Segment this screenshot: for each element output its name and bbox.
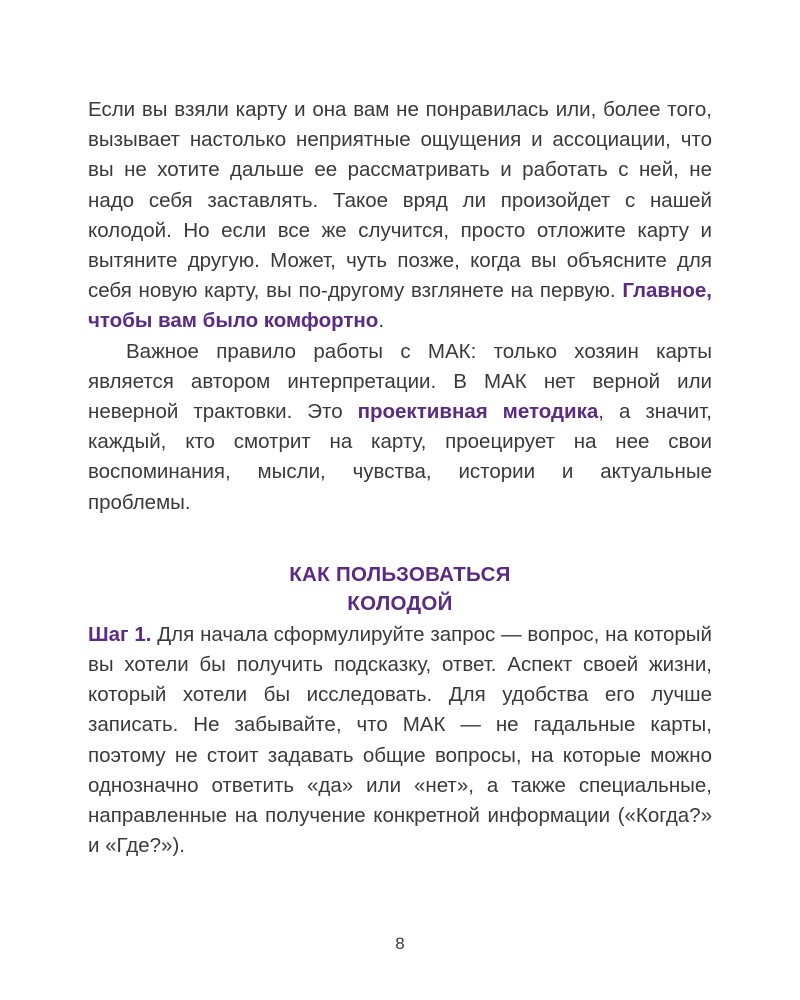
section-heading-line2: КОЛОДОЙ [347,591,453,615]
step-1-paragraph [88,620,712,862]
paragraph-discomfort-text: Если вы взяли карту и она вам не понравилась или, более того, вызывает настолько неприятные ощущения и ассоциации, что вы не хотите дальше ее рассматривать и работать с ней, не надо себя заставлять. Такое вряд ли произойдет с нашей колодой. Но если все же случится, просто отложите карту и вытяните другую. Может, чуть позже, когда вы объясните для себя новую карту, вы по-другому взглянете на первую. [88,98,712,303]
step-1-label: Шаг 1. [88,622,152,646]
paragraph-interpretation-rule [88,337,712,518]
section-heading-line1: КАК ПОЛЬЗОВАТЬСЯ [289,562,511,586]
paragraph-rule-text: Важное правило работы с МАК: только хозяин карты является автором интерпретации. В МАК нет верной или неверной трактовки. Это [88,339,712,424]
projective-method-highlight: проективная методика [357,400,599,424]
step-1-text: Для начала сформулируйте запрос — вопрос, на который вы хотели бы получить подсказку, ответ. Аспект своей жизни, который хотели бы исследовать. Для удобства его лучше записать. Не забывайте, что МАК — не гадальные карты, поэтому не стоит задавать общие вопросы, на которые можно однозначно ответить «да» или «нет», а также специальные, направленные на получение конкретной информации («Когда?» и «Где?»). [88,622,712,858]
paragraph-discomfort-end: . [378,309,385,333]
comfort-highlight: Главное, чтобы вам было комфортно [88,279,712,333]
page-number: 8 [395,934,405,953]
paragraph-discomfort [88,95,712,337]
paragraph-rule-end: , а значит, каждый, кто смотрит на карту, проецирует на нее свои воспоминания, мысли, чувства, истории и актуальные проблемы. [88,400,712,514]
section-heading [88,560,712,618]
page-content [88,95,712,861]
